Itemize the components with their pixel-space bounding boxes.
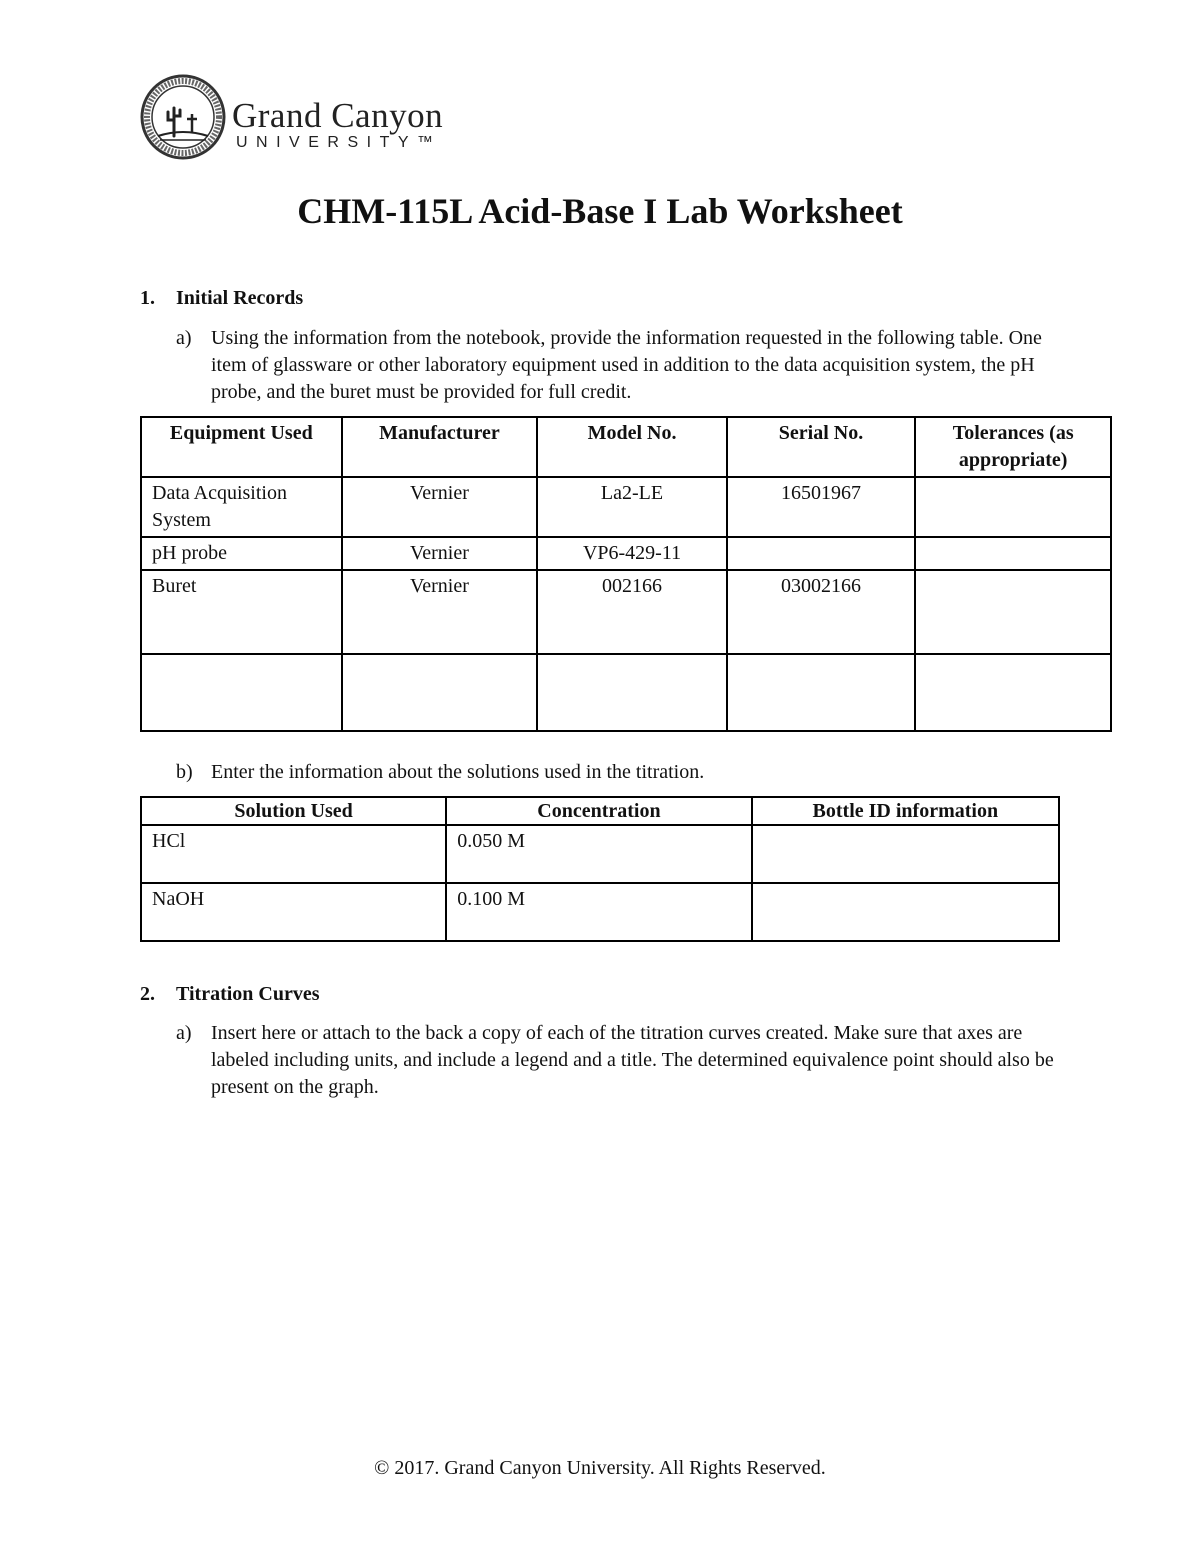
table-cell: HCl xyxy=(141,825,446,883)
table-cell xyxy=(915,537,1111,570)
table-cell: VP6-429-11 xyxy=(537,537,726,570)
equipment-table xyxy=(140,416,1112,732)
table-header-row xyxy=(141,417,1111,477)
section-1-title: Initial Records xyxy=(176,287,304,309)
header-cell: Bottle ID information xyxy=(752,797,1059,825)
section-2-title: Titration Curves xyxy=(176,983,320,1005)
table-cell: Data Acquisition System xyxy=(141,477,342,537)
item-text: Using the information from the notebook, provide the information requested in the following table. One item of glassware or other laboratory equipment used in addition to the data acquisition system, the pH probe, and the buret must be provided for full credit. xyxy=(211,327,1042,403)
table-cell: La2-LE xyxy=(537,477,726,537)
logo-subtitle: UNIVERSITY™ xyxy=(236,134,442,151)
table-row xyxy=(141,537,1111,570)
table-row xyxy=(141,654,1111,731)
table-cell xyxy=(752,883,1059,941)
section-2-number: 2. xyxy=(140,983,155,1005)
item-letter: a) xyxy=(176,327,192,349)
header-cell: Tolerances (as appropriate) xyxy=(915,417,1111,477)
table-row xyxy=(141,883,1059,941)
table-cell xyxy=(727,654,916,731)
copyright-footer: © 2017. Grand Canyon University. All Rights Reserved. xyxy=(374,1457,826,1479)
table-row xyxy=(141,825,1059,883)
table-row xyxy=(141,570,1111,654)
table-cell: 0.050 M xyxy=(446,825,751,883)
solution-table xyxy=(140,796,1060,942)
table-cell: 0.100 M xyxy=(446,883,751,941)
header-cell: Concentration xyxy=(446,797,751,825)
table-cell xyxy=(915,570,1111,654)
table-cell xyxy=(915,654,1111,731)
table-cell: 03002166 xyxy=(727,570,916,654)
table-cell: 16501967 xyxy=(727,477,916,537)
table-cell xyxy=(141,654,342,731)
section-1-heading xyxy=(140,287,303,310)
table-cell: NaOH xyxy=(141,883,446,941)
table-cell xyxy=(727,537,916,570)
item-text: Insert here or attach to the back a copy of each of the titration curves created. Make sure that axes are labeled including units, and include a legend and a title. The determined equivalence point should also be present on the graph. xyxy=(211,1022,1054,1098)
item-letter: b) xyxy=(176,761,193,783)
table-cell xyxy=(752,825,1059,883)
table-cell: Buret xyxy=(141,570,342,654)
section-1-number: 1. xyxy=(140,287,155,309)
section-2-heading xyxy=(140,983,320,1006)
table-cell xyxy=(915,477,1111,537)
logo-wordmark: Grand Canyon xyxy=(232,96,444,135)
header-cell: Solution Used xyxy=(141,797,446,825)
section-1-item-a xyxy=(176,325,1076,406)
header-cell: Model No. xyxy=(537,417,726,477)
table-cell: Vernier xyxy=(342,537,538,570)
table-cell: Vernier xyxy=(342,570,538,654)
item-text: Enter the information about the solutions used in the titration. xyxy=(211,761,705,783)
university-seal-icon xyxy=(140,74,226,160)
table-cell xyxy=(342,654,538,731)
header-cell: Equipment Used xyxy=(141,417,342,477)
item-letter: a) xyxy=(176,1022,192,1044)
page-title: CHM-115L Acid-Base I Lab Worksheet xyxy=(297,191,903,231)
university-logo xyxy=(140,74,540,160)
header-cell: Serial No. xyxy=(727,417,916,477)
table-cell: 002166 xyxy=(537,570,726,654)
table-header-row xyxy=(141,797,1059,825)
header-cell: Manufacturer xyxy=(342,417,538,477)
section-2-item-a xyxy=(176,1020,1076,1101)
table-cell: pH probe xyxy=(141,537,342,570)
table-row xyxy=(141,477,1111,537)
table-cell: Vernier xyxy=(342,477,538,537)
table-cell xyxy=(537,654,726,731)
section-1-item-b xyxy=(176,759,1076,786)
